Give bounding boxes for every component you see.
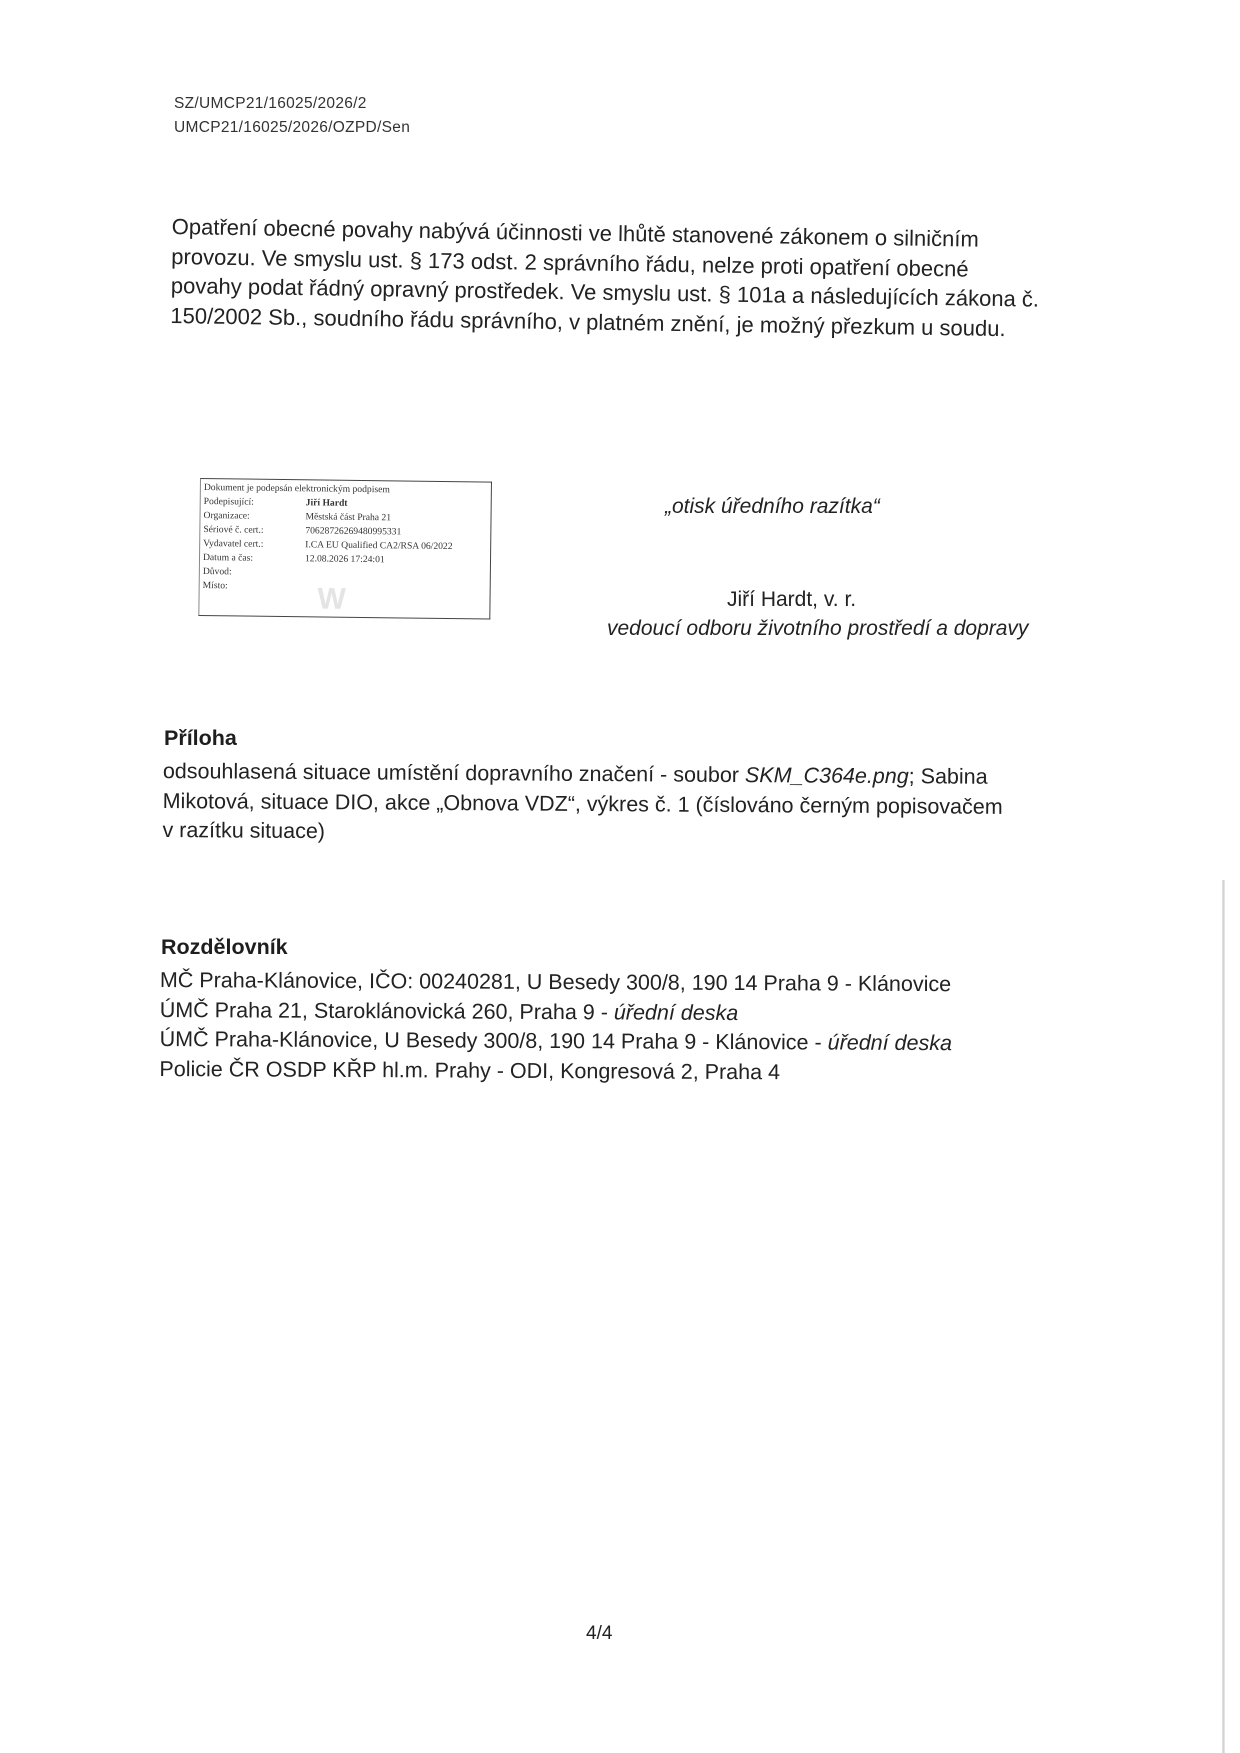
- signer-role: vedoucí odboru životního prostředí a dopravy: [607, 617, 1029, 640]
- signature-row-value: Městská část Praha 21: [305, 511, 392, 524]
- distribution-heading: Rozdělovník: [161, 935, 288, 959]
- signature-row-label: Vydavatel cert.:: [203, 538, 264, 550]
- page-number: 4/4: [586, 1623, 613, 1644]
- attachment-file-name: SKM_C364e.png: [744, 763, 909, 789]
- signature-row-label: Datum a čas:: [202, 552, 254, 564]
- distribution-text: ÚMČ Praha 21, Staroklánovická 260, Praha 9 -: [159, 997, 614, 1024]
- attachment-text: odsouhlasená situace umístění dopravního značení - soubor: [162, 758, 746, 788]
- signature-watermark-logo: W: [317, 582, 347, 616]
- attachment-line: v razítku situace): [162, 817, 326, 844]
- signature-row-label: Organizace:: [203, 510, 250, 522]
- stamp-placeholder-text: „otisk úředního razítka“: [665, 495, 880, 518]
- paragraph-line: 150/2002 Sb., soudního řádu správního, v platném znění, je možný přezkum u soudu.: [170, 302, 1006, 341]
- signature-row-value: 12.08.2026 17:24:01: [304, 553, 385, 566]
- distribution-text: ÚMČ Praha-Klánovice, U Besedy 300/8, 190 14 Praha 9 - Klánovice -: [159, 1026, 828, 1055]
- distribution-board-label: úřední deska: [827, 1030, 953, 1056]
- distribution-board-label: úřední deska: [613, 999, 739, 1025]
- electronic-signature-box: [198, 478, 492, 620]
- file-reference: UMCP21/16025/2026/OZPD/Sen: [174, 119, 411, 136]
- paragraph-line: provozu. Ve smyslu ust. § 173 odst. 2 správního řádu, nelze proti opatření obecné: [171, 243, 969, 282]
- signer-name: Jiří Hardt, v. r.: [727, 588, 857, 611]
- signature-row-label: Sériové č. cert.:: [203, 524, 264, 536]
- distribution-item: MČ Praha-Klánovice, IČO: 00240281, U Besedy 300/8, 190 14 Praha 9 - Klánovice: [159, 968, 952, 997]
- distribution-item: [160, 995, 953, 1029]
- attachment-line: Mikotová, situace DIO, akce „Obnova VDZ“, výkres č. 1 (číslováno černým popisovačem: [162, 788, 1003, 819]
- attachment-text: ; Sabina: [908, 764, 988, 789]
- signature-row-label: Podepisující:: [203, 496, 254, 508]
- distribution-item: [160, 1025, 953, 1059]
- signature-box-title: Dokument je podepsán elektronickým podpisem: [203, 482, 390, 496]
- reference-number: SZ/UMCP21/16025/2026/2: [174, 95, 367, 112]
- paragraph-line: povahy podat řádný opravný prostředek. Ve smyslu ust. § 101a a následujících zákona č.: [170, 272, 1040, 312]
- distribution-item: Policie ČR OSDP KŘP hl.m. Prahy - ODI, Kongresová 2, Praha 4: [159, 1056, 781, 1084]
- attachment-body: [162, 757, 1003, 851]
- distribution-list: [159, 966, 952, 1088]
- signature-row-label: Místo:: [202, 580, 228, 592]
- signature-row-value: 70628726269480995331: [305, 525, 402, 538]
- attachment-heading: Příloha: [164, 726, 237, 750]
- signature-row-value: I.CA EU Qualified CA2/RSA 06/2022: [305, 539, 453, 553]
- legal-paragraph: [170, 212, 1082, 344]
- paragraph-line: Opatření obecné povahy nabývá účinnosti ve lhůtě stanovené zákonem o silničním: [171, 213, 980, 252]
- signature-row-label: Důvod:: [202, 566, 232, 578]
- scan-edge: [1222, 880, 1225, 1753]
- signature-row-value: Jiří Hardt: [305, 497, 348, 509]
